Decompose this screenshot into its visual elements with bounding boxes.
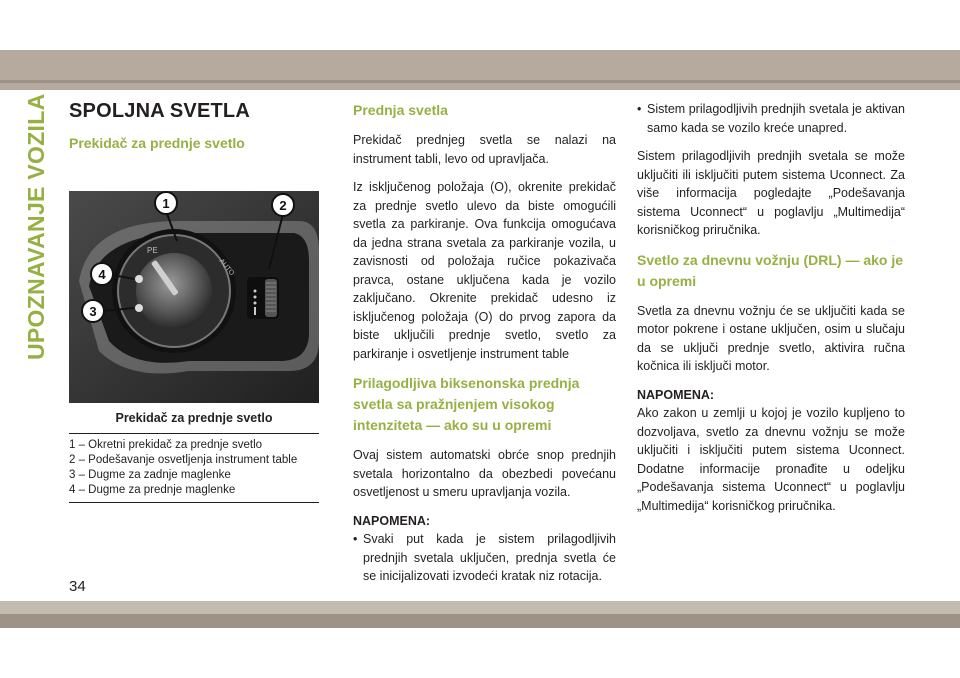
figure-legend [69,433,319,503]
callout-4 [91,263,113,285]
section-title-headlights: Prednja svetla [353,102,448,118]
callout-2 [272,194,294,216]
callout-3 [82,300,104,322]
svg-text:PE: PE [147,246,158,255]
section-title-drl: Svetlo za dnevnu vožnju (DRL) — ako je u opremi [637,251,904,289]
headlight-switch-illustration [69,191,319,403]
headlight-switch-photo [69,191,319,403]
paragraph: Ovaj sistem automatski obrće snop prednjih svetala horizontalno da obezbedi povećanu osvetljenost u smeru upravljanja vozila. [353,448,616,499]
column-1 [69,100,319,503]
column-3 [637,100,905,525]
bullet-list [637,100,905,137]
note-label: NAPOMENA: [353,513,431,528]
paragraph: Sistem prilagodljivih prednjih svetala se može uključiti ili isključiti putem sistema Uconnect. Za više informacija pogledajte „Podešavanja sistema Uconnect“ u poglavlju „Multimedija“ korisničkog priručnika. [637,149,905,237]
legend-item: 2 – Podešavanje osvetljenja instrument table [69,454,298,466]
legend-item: 4 – Dugme za prednje maglenke [69,484,236,496]
page-heading: SPOLJNA SVETLA [69,100,250,122]
paragraph: Ako zakon u zemlji u kojoj je vozilo kupljeno to dozvoljava, svetlo za dnevnu vožnju se može uključiti i isključiti putem sistema Uconnect. Dodatne informacije pronađite u odeljku „Podešavanja sistema Uconnect“ u poglavlju „Multimedija“ korisničkog priručnika. [637,406,905,513]
bottom-band-light [0,601,960,614]
bullet-list [353,530,616,586]
bullet-icon: • [637,102,642,116]
figure-caption: Prekidač za prednje svetlo [115,411,273,425]
paragraph: Prekidač prednjeg svetla se nalazi na instrument tabli, levo od upravljača. [353,133,616,166]
note-label: NAPOMENA: [637,387,715,402]
chapter-side-title: UPOZNAVANJE VOZILA [23,93,49,360]
column-2 [353,100,616,596]
page-number: 34 [69,578,86,595]
callout-1 [155,192,177,214]
section-title-adaptive-headlights: Prilagodljiva biksenonska prednja svetla sa pražnjenjem visokog intenziteta — ako su u opremi [353,375,580,433]
top-band-line [0,80,960,83]
paragraph: Svetla za dnevnu vožnju će se uključiti kada se motor pokrene i ostane uključen, osim u slučaju da se uključi prednje svetlo, aktivira ručna kočnica ili isključi motor. [637,303,905,373]
svg-text:3: 3 [89,304,97,319]
auto-label: AUTO [217,257,236,278]
svg-text:4: 4 [98,267,106,282]
subheading-headlight-switch: Prekidač za prednje svetlo [69,135,245,151]
list-item: • Svaki put kada je sistem prilagodljivih prednjih svetala uključen, prednja svetla će se inicijalizovati izvodeći kratak niz rotacija. [353,532,616,583]
svg-text:2: 2 [279,198,287,213]
bottom-band [0,614,960,628]
paragraph: Iz isključenog položaja (O), okrenite prekidač za prednje svetlo ulevo da biste omogućili svetla za parkiranje. Ova funkcija omogućava da jedna strana svetala za parkiranje vozila, u zavisnosti od položaja ručice pokazivača pravca, ostane uključena kada je vozilo zaključano. Okrenite prekidač udesno iz isključenog položaja (O) do prvog zapora da biste uključili prednje svetlo, svetlo za parkiranje i osvetljenje instrument table [353,180,616,361]
list-item: • Sistem prilagodljivih prednjih svetala je aktivan samo kada se vozilo kreće unapred. [637,102,905,135]
bullet-icon: • [353,532,358,546]
legend-item: 3 – Dugme za zadnje maglenke [69,469,231,481]
top-band [0,50,960,90]
svg-text:1: 1 [162,196,170,211]
legend-item: 1 – Okretni prekidač za prednje svetlo [69,439,263,451]
